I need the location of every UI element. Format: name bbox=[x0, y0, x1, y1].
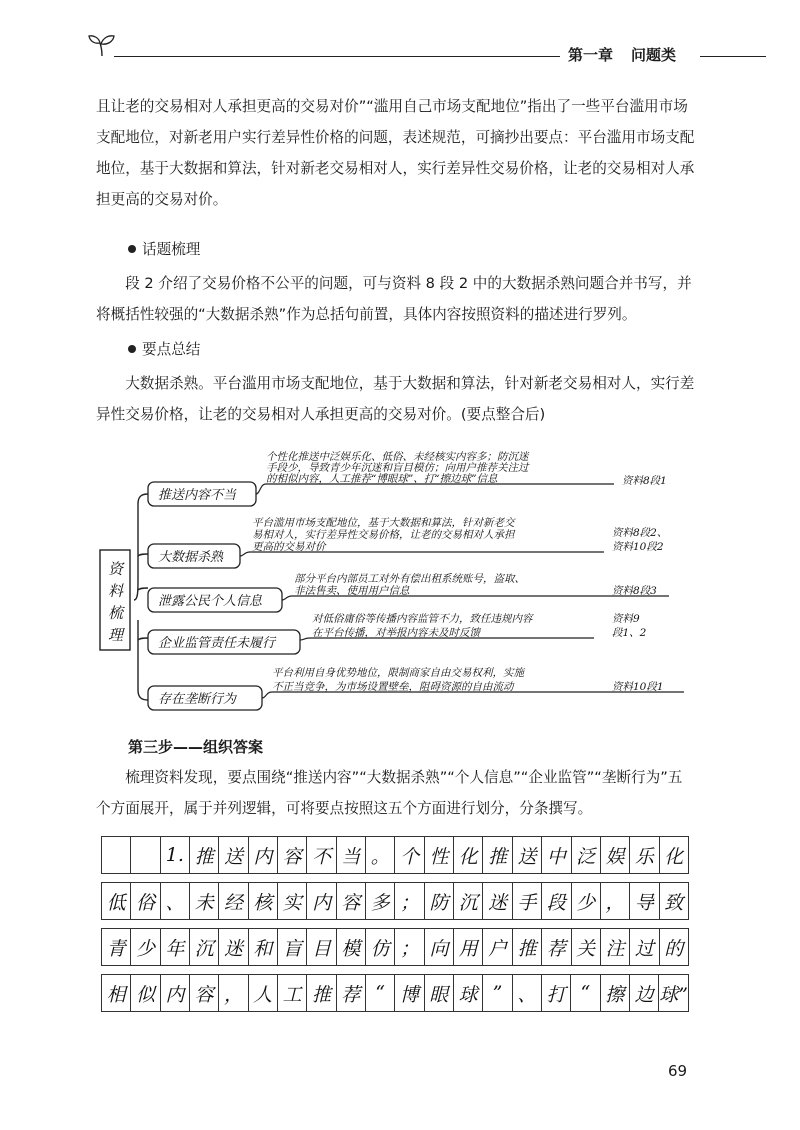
grid-cell bbox=[102, 837, 131, 873]
branch-detail-5: 平台利用自身优势地位，限制商家自由交易权利，实施 bbox=[272, 667, 524, 679]
paragraph-text: 且让老的交易相对人承担更高的交易对价”“滥用自己市场支配地位”指出了一些平台滥用市场支配地位，对新老用户实行差异性价格的问题，表述规范，可摘抄出要点：平台滥用市场支配地位，基于大数据和算法，针对新老交易相对人，实行差异性交易价格，让老的交易相对人承担更高的交易对价。 bbox=[96, 98, 695, 208]
grid-cell: 未 bbox=[190, 883, 219, 919]
branch-detail-2: 更高的交易对价 bbox=[252, 541, 326, 553]
branch-detail-2: 平台滥用市场支配地位，基于大数据和算法，针对新老交 bbox=[252, 517, 515, 529]
grid-cell: 边 bbox=[630, 975, 659, 1011]
grid-cell: 关 bbox=[572, 929, 601, 965]
root-char: 资 bbox=[108, 560, 124, 578]
grid-cell: ； bbox=[395, 883, 424, 919]
grid-cell: 送 bbox=[513, 837, 542, 873]
grid-cell: 防 bbox=[425, 883, 454, 919]
root-char: 理 bbox=[108, 626, 124, 644]
branch-detail-1: 手段少，导致青少年沉迷和盲目模仿；向用户推荐关注过 bbox=[266, 462, 529, 474]
grid-cell: 娱 bbox=[601, 837, 630, 873]
grid-cell: 用 bbox=[454, 929, 483, 965]
bullet-summary bbox=[128, 340, 200, 360]
bullet-label: 话题梳理 bbox=[142, 241, 201, 258]
grid-cell: ” bbox=[483, 975, 512, 1011]
sprout-icon bbox=[88, 32, 116, 58]
branch-label-2: 大数据杀熟 bbox=[158, 550, 224, 565]
bullet-dot-icon bbox=[128, 345, 136, 353]
branch-detail-3: 非法售卖、使用用户信息 bbox=[294, 585, 410, 597]
page-number: 69 bbox=[668, 1062, 688, 1080]
branch-source-4: 段1、2 bbox=[612, 627, 647, 639]
grid-cell: 经 bbox=[219, 883, 248, 919]
running-header bbox=[568, 44, 694, 65]
grid-cell: 向 bbox=[425, 929, 454, 965]
root-char: 料 bbox=[108, 582, 124, 600]
grid-cell: 人 bbox=[249, 975, 278, 1011]
grid-row bbox=[101, 882, 689, 920]
branch-source-3: 资料8段3 bbox=[612, 585, 657, 597]
grid-cell: 核 bbox=[249, 883, 278, 919]
grid-cell: 不 bbox=[307, 837, 336, 873]
branch-label-4: 企业监管责任未履行 bbox=[158, 636, 276, 651]
grid-cell: 实 bbox=[278, 883, 307, 919]
grid-cell: 的 bbox=[664, 937, 684, 960]
grid-cell: 荐 bbox=[337, 975, 366, 1011]
chapter-title: 问题类 bbox=[631, 46, 677, 64]
grid-cell: ， bbox=[601, 883, 630, 919]
grid-cell: “ bbox=[366, 975, 395, 1011]
paragraph-2 bbox=[96, 268, 696, 330]
grid-cell: 打 bbox=[542, 975, 571, 1011]
grid-cell: 年 bbox=[161, 929, 190, 965]
grid-cell: 目 bbox=[307, 929, 336, 965]
grid-cell: 沉 bbox=[190, 929, 219, 965]
branch-detail-5: 不正当竞争，为市场设置壁垒，阻碍资源的自由流动 bbox=[272, 681, 514, 693]
grid-cell: 俗 bbox=[131, 883, 160, 919]
branch-connector bbox=[138, 554, 148, 640]
grid-cell: 容 bbox=[190, 975, 219, 1011]
branch-detail-2: 易相对人，实行差异性交易价格，让老的交易相对人承担 bbox=[252, 529, 515, 541]
grid-cell: 擦 bbox=[601, 975, 630, 1011]
grid-cell: 相 bbox=[102, 975, 131, 1011]
grid-cell: 似 bbox=[131, 975, 160, 1011]
branch-source-1: 资料8段1 bbox=[622, 475, 667, 487]
grid-cell: 少 bbox=[572, 883, 601, 919]
paragraph-1 bbox=[96, 91, 696, 215]
branch-source-2: 资料10段2 bbox=[612, 541, 664, 553]
grid-cell: 推 bbox=[190, 837, 219, 873]
branch-source-2: 资料8段2、 bbox=[612, 527, 668, 539]
grid-cell: 当 bbox=[337, 837, 366, 873]
grid-cell: 和 bbox=[249, 929, 278, 965]
grid-cell: 模 bbox=[337, 929, 366, 965]
grid-cell: 段 bbox=[542, 883, 571, 919]
grid-cell: 低 bbox=[102, 883, 131, 919]
grid-cell bbox=[131, 837, 160, 873]
grid-cell: 沉 bbox=[454, 883, 483, 919]
grid-cell: 注 bbox=[601, 929, 630, 965]
bullet-topic bbox=[128, 240, 200, 260]
branch-detail-1: 个性化推送中泛娱乐化、低俗、未经核实内容多；防沉迷 bbox=[266, 451, 529, 463]
grid-cell: 多 bbox=[366, 883, 395, 919]
paragraph-4 bbox=[96, 762, 696, 824]
chapter-label: 第一章 bbox=[568, 46, 614, 64]
bullet-dot-icon bbox=[128, 245, 136, 253]
paragraph-text: 大数据杀熟。平台滥用市场支配地位，基于大数据和算法，针对新老交易相对人，实行差异性交易价格，让老的交易相对人承担更高的交易对价。(要点整合后) bbox=[96, 375, 695, 423]
grid-cell: 内 bbox=[161, 975, 190, 1011]
grid-cell: 少 bbox=[131, 929, 160, 965]
material-mind-map bbox=[94, 440, 694, 725]
grid-cell: 青 bbox=[102, 929, 131, 965]
grid-cell: “ bbox=[571, 975, 600, 1011]
grid-cell: 荐 bbox=[542, 929, 571, 965]
grid-cell: 。 bbox=[366, 837, 395, 873]
grid-cell: 推 bbox=[307, 975, 336, 1011]
grid-cell: 化 bbox=[454, 837, 483, 873]
grid-cell: ； bbox=[395, 929, 424, 965]
header-rule-left bbox=[114, 56, 560, 57]
grid-cell: 眼 bbox=[425, 975, 454, 1011]
grid-cell: 迷 bbox=[483, 883, 512, 919]
branch-label-5: 存在垄断行为 bbox=[158, 692, 237, 707]
grid-cell: 工 bbox=[278, 975, 307, 1011]
grid-cell: 个 bbox=[395, 837, 424, 873]
grid-cell: 户 bbox=[483, 929, 512, 965]
grid-cell: 泛 bbox=[572, 837, 601, 873]
grid-cell: 中 bbox=[542, 837, 571, 873]
branch-label-1: 推送内容不当 bbox=[158, 488, 237, 503]
grid-cell: 、 bbox=[161, 883, 190, 919]
grid-row bbox=[101, 928, 689, 966]
branch-detail-1: 的相似内容，人工推荐“博眼球”、打“擦边球”信息 bbox=[266, 473, 498, 485]
grid-cell: 容 bbox=[278, 837, 307, 873]
grid-cell: 内 bbox=[249, 837, 278, 873]
grid-cell: 手 bbox=[513, 883, 542, 919]
grid-row bbox=[101, 836, 689, 874]
branch-detail-3: 部分平台内部员工对外有偿出租系统账号，盗取、 bbox=[294, 573, 525, 585]
grid-cell: 球” bbox=[659, 983, 688, 1006]
grid-cell: 盲 bbox=[278, 929, 307, 965]
branch-detail-4: 对低俗庸俗等传播内容监管不力，致任违规内容 bbox=[312, 613, 533, 625]
branch-source-5: 资料10段1 bbox=[612, 681, 664, 693]
paragraph-text: 梳理资料发现，要点围绕“推送内容”“大数据杀熟”“个人信息”“企业监管”“垄断行为”五个方面展开，属于并列逻辑，可将要点按照这五个方面进行划分，分条撰写。 bbox=[96, 769, 683, 817]
grid-row bbox=[101, 974, 689, 1012]
grid-cell: 容 bbox=[337, 883, 366, 919]
header-rule-right bbox=[700, 56, 766, 57]
grid-cell: 过 bbox=[630, 929, 659, 965]
grid-cell: 推 bbox=[513, 929, 542, 965]
grid-cell: 1. bbox=[161, 837, 190, 873]
branch-label-3: 泄露公民个人信息 bbox=[158, 594, 263, 609]
grid-cell: 球 bbox=[454, 975, 483, 1011]
brace-connector bbox=[134, 494, 148, 700]
bullet-label: 要点总结 bbox=[142, 341, 201, 358]
grid-cell: 送 bbox=[219, 837, 248, 873]
paragraph-3 bbox=[96, 368, 696, 430]
grid-cell: 迷 bbox=[219, 929, 248, 965]
grid-cell: 化 bbox=[664, 845, 684, 868]
root-char: 梳 bbox=[108, 604, 124, 622]
grid-cell: 推 bbox=[483, 837, 512, 873]
grid-cell: ， bbox=[219, 975, 248, 1011]
grid-cell: 仿 bbox=[366, 929, 395, 965]
grid-cell: 乐 bbox=[630, 837, 659, 873]
grid-cell: 导 bbox=[630, 883, 659, 919]
grid-cell: 博 bbox=[395, 975, 424, 1011]
grid-cell: 性 bbox=[425, 837, 454, 873]
paragraph-text: 段 2 介绍了交易价格不公平的问题，可与资料 8 段 2 中的大数据杀熟问题合并书写，并将概括性较强的“大数据杀熟”作为总括句前置，具体内容按照资料的描述进行罗列。 bbox=[96, 275, 692, 323]
branch-source-4: 资料9 bbox=[612, 613, 640, 625]
step-title: 第三步——组织答案 bbox=[128, 738, 264, 756]
grid-cell: 内 bbox=[307, 883, 336, 919]
branch-detail-4: 在平台传播，对举报内容未及时反馈 bbox=[312, 627, 480, 639]
grid-cell: 、 bbox=[513, 975, 542, 1011]
grid-cell: 致 bbox=[664, 891, 684, 914]
